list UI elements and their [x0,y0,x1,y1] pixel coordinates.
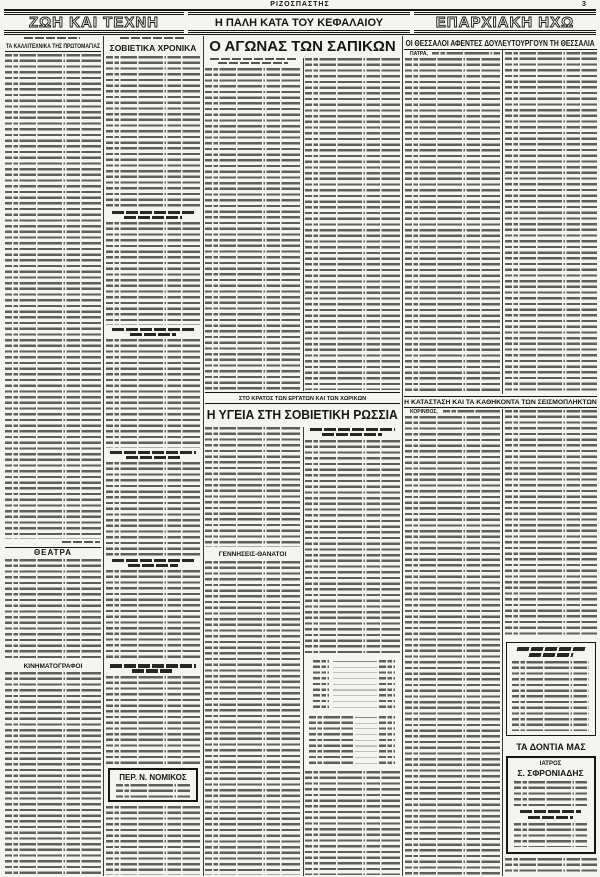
health-kicker-text: ΣΤΟ ΚΡΑΤΟΣ ΤΩΝ ΕΡΓΑΤΩΝ ΚΑΙ ΤΩΝ ΧΩΡΙΚΩΝ [238,396,367,402]
soviet-chronicles-headline [106,42,200,53]
cinemas-heading [5,662,101,670]
earthquake-dateline: ΚΟΡΙΝΘΟΣ, [410,409,438,415]
body-text [106,339,200,448]
body-text [205,561,300,875]
table-values-column [379,716,395,766]
section-header-life-and-art-text: ΖΩΗ ΚΑΙ ΤΕΧΝΗ [28,14,160,31]
body-text [5,54,101,539]
column2-kicker [120,37,186,39]
table-leaders [333,660,377,710]
body-text [505,858,597,875]
subheading [126,456,180,459]
section-header-struggle-text: Η ΠΑΛΗ ΚΑΤΑ ΤΟΥ ΚΕΦΑΛΑΙΟΥ [214,16,384,29]
table-values-column [379,660,395,710]
body-text [106,462,200,556]
earthquake-headline-text: Η ΚΑΤΑΣΤΑΣΗ ΚΑΙ ΤΑ ΚΑΘΗΚΟΝΤΑ ΤΩΝ ΣΕΙΣΜΟΠΛΗΚΤΩΝ [404,398,597,406]
soap-strike-byline [218,62,288,64]
body-text [305,771,400,875]
thessaly-headline-text: ΟΙ ΘΕΣΣΑΛΟΙ ΑΦΕΝΤΕΣ ΔΟΥΛΕΥΤΟΥΡΓΟΥΝ ΤΗ ΘΕΣΣΑΛΙΑ [405,37,596,48]
body-text [5,559,101,659]
soap-strike-headline [205,37,400,55]
column-divider [103,36,104,876]
workers-ad-title [528,653,573,657]
body-text [305,58,400,390]
doctor-label-text: ΙΑΤΡΟΣ [539,760,562,767]
section-header-life-and-art [4,12,184,33]
column-divider [303,427,304,876]
column-divider [502,50,503,394]
thessaly-dateline: ΠΑΤΡΑ, [410,51,428,57]
column1-headline-rule [5,51,101,52]
table-labels-column [309,716,353,766]
section-rule [4,34,596,35]
column-divider [303,58,304,391]
subheading [112,328,194,331]
subheading [322,433,382,436]
subheading [310,428,395,431]
workers-ad-text [512,661,589,731]
subheading [130,333,176,336]
body-text [405,416,500,875]
soap-strike-headline-text: Ο ΑΓΩΝΑΣ ΤΩΝ ΣΑΠΙΚΩΝ [209,37,396,55]
theatres-heading-text: ΘΕΑΤΡΑ [33,548,73,557]
doctor-ad-text [514,823,587,847]
doctor-name [510,768,591,778]
subheading [128,564,178,567]
lawyer-ad-box [108,768,198,802]
masthead-title-text: ΡΙΖΟΣΠΑΣΤΗΣ [270,1,330,8]
soap-strike-byline [210,58,296,60]
subheading [112,211,194,214]
subheading [112,559,194,562]
thessaly-headline-rule [404,49,597,50]
body-text [432,52,500,55]
doctor-name-text: Σ. ΣΦΡΟΝΙΑΔΗΣ [517,768,584,778]
column1-headline-text: ΤΑ ΚΑΛΛΙΤΕΧΝΙΚΑ ΤΗΣ ΠΡΩΤΟΜΑΓΙΑΣ [5,42,101,50]
section-header-struggle [188,12,410,33]
body-text [505,410,597,638]
births-deaths-subhead [205,550,300,558]
body-text [106,806,200,875]
workers-ad-title [516,647,585,651]
teeth-headline [505,741,597,752]
table-years-column [313,660,329,710]
column1-kicker [24,37,80,39]
column-divider [502,409,503,876]
lawyer-name-text: ΠΕΡ. Ν. ΝΟΜΙΚΟΣ [119,772,187,782]
body-text [405,58,500,393]
statistics-table [305,658,400,768]
column-divider [402,36,403,876]
doctor-ad-bold-line [528,816,573,819]
table-leaders [355,716,377,766]
subheading [132,669,174,673]
body-text [205,68,300,390]
thessaly-headline [404,37,597,48]
doctor-label [508,760,593,767]
teeth-headline-text: ΤΑ ΔΟΝΤΙΑ ΜΑΣ [516,741,586,752]
body-text [505,52,597,393]
doctor-ad-text [514,781,587,806]
doctor-ad-box [506,756,596,854]
doctor-ad-bold-line [520,810,581,813]
health-headline [205,405,400,423]
column1-headline [5,42,101,50]
masthead-rule [4,9,596,11]
body-text [106,676,200,765]
earthquake-headline [404,396,597,408]
health-headline-text: Η ΥΓΕΙΑ ΣΤΗ ΣΟΒΙΕΤΙΚΗ ΡΩΣΣΙΑ [206,406,399,422]
births-deaths-subhead-text: ΓΕΝΝΗΣΕΙΣ-ΘΑΝΑΤΟΙ [218,550,287,558]
body-text [205,427,300,547]
masthead-title [200,0,400,9]
body-text [5,672,101,875]
page-number: 3 [582,1,586,8]
body-text [443,410,500,413]
lawyer-name [112,772,194,782]
theatres-heading [5,548,101,557]
section-header-province-text: ΕΠΑΡΧΙΑΚΗ ΗΧΩ [435,14,575,31]
body-text [305,440,400,655]
article-signature [62,541,100,543]
column-divider [203,36,204,876]
soviet-chronicles-headline-text: ΣΟΒΙΕΤΙΚΑ ΧΡΟΝΙΚΑ [109,42,197,53]
health-kicker [205,395,400,404]
subheading [110,451,196,454]
body-text [106,570,200,660]
cinemas-heading-text: ΚΙΝΗΜΑΤΟΓΡΑΦΟΙ [23,662,83,670]
subheading [124,216,182,219]
workers-ad-box [506,642,596,736]
lawyer-ad-text [116,784,190,798]
body-text [106,56,200,208]
subheading [110,664,196,668]
body-text [106,222,200,325]
section-header-province [414,12,596,33]
article-end-rule [205,392,400,393]
